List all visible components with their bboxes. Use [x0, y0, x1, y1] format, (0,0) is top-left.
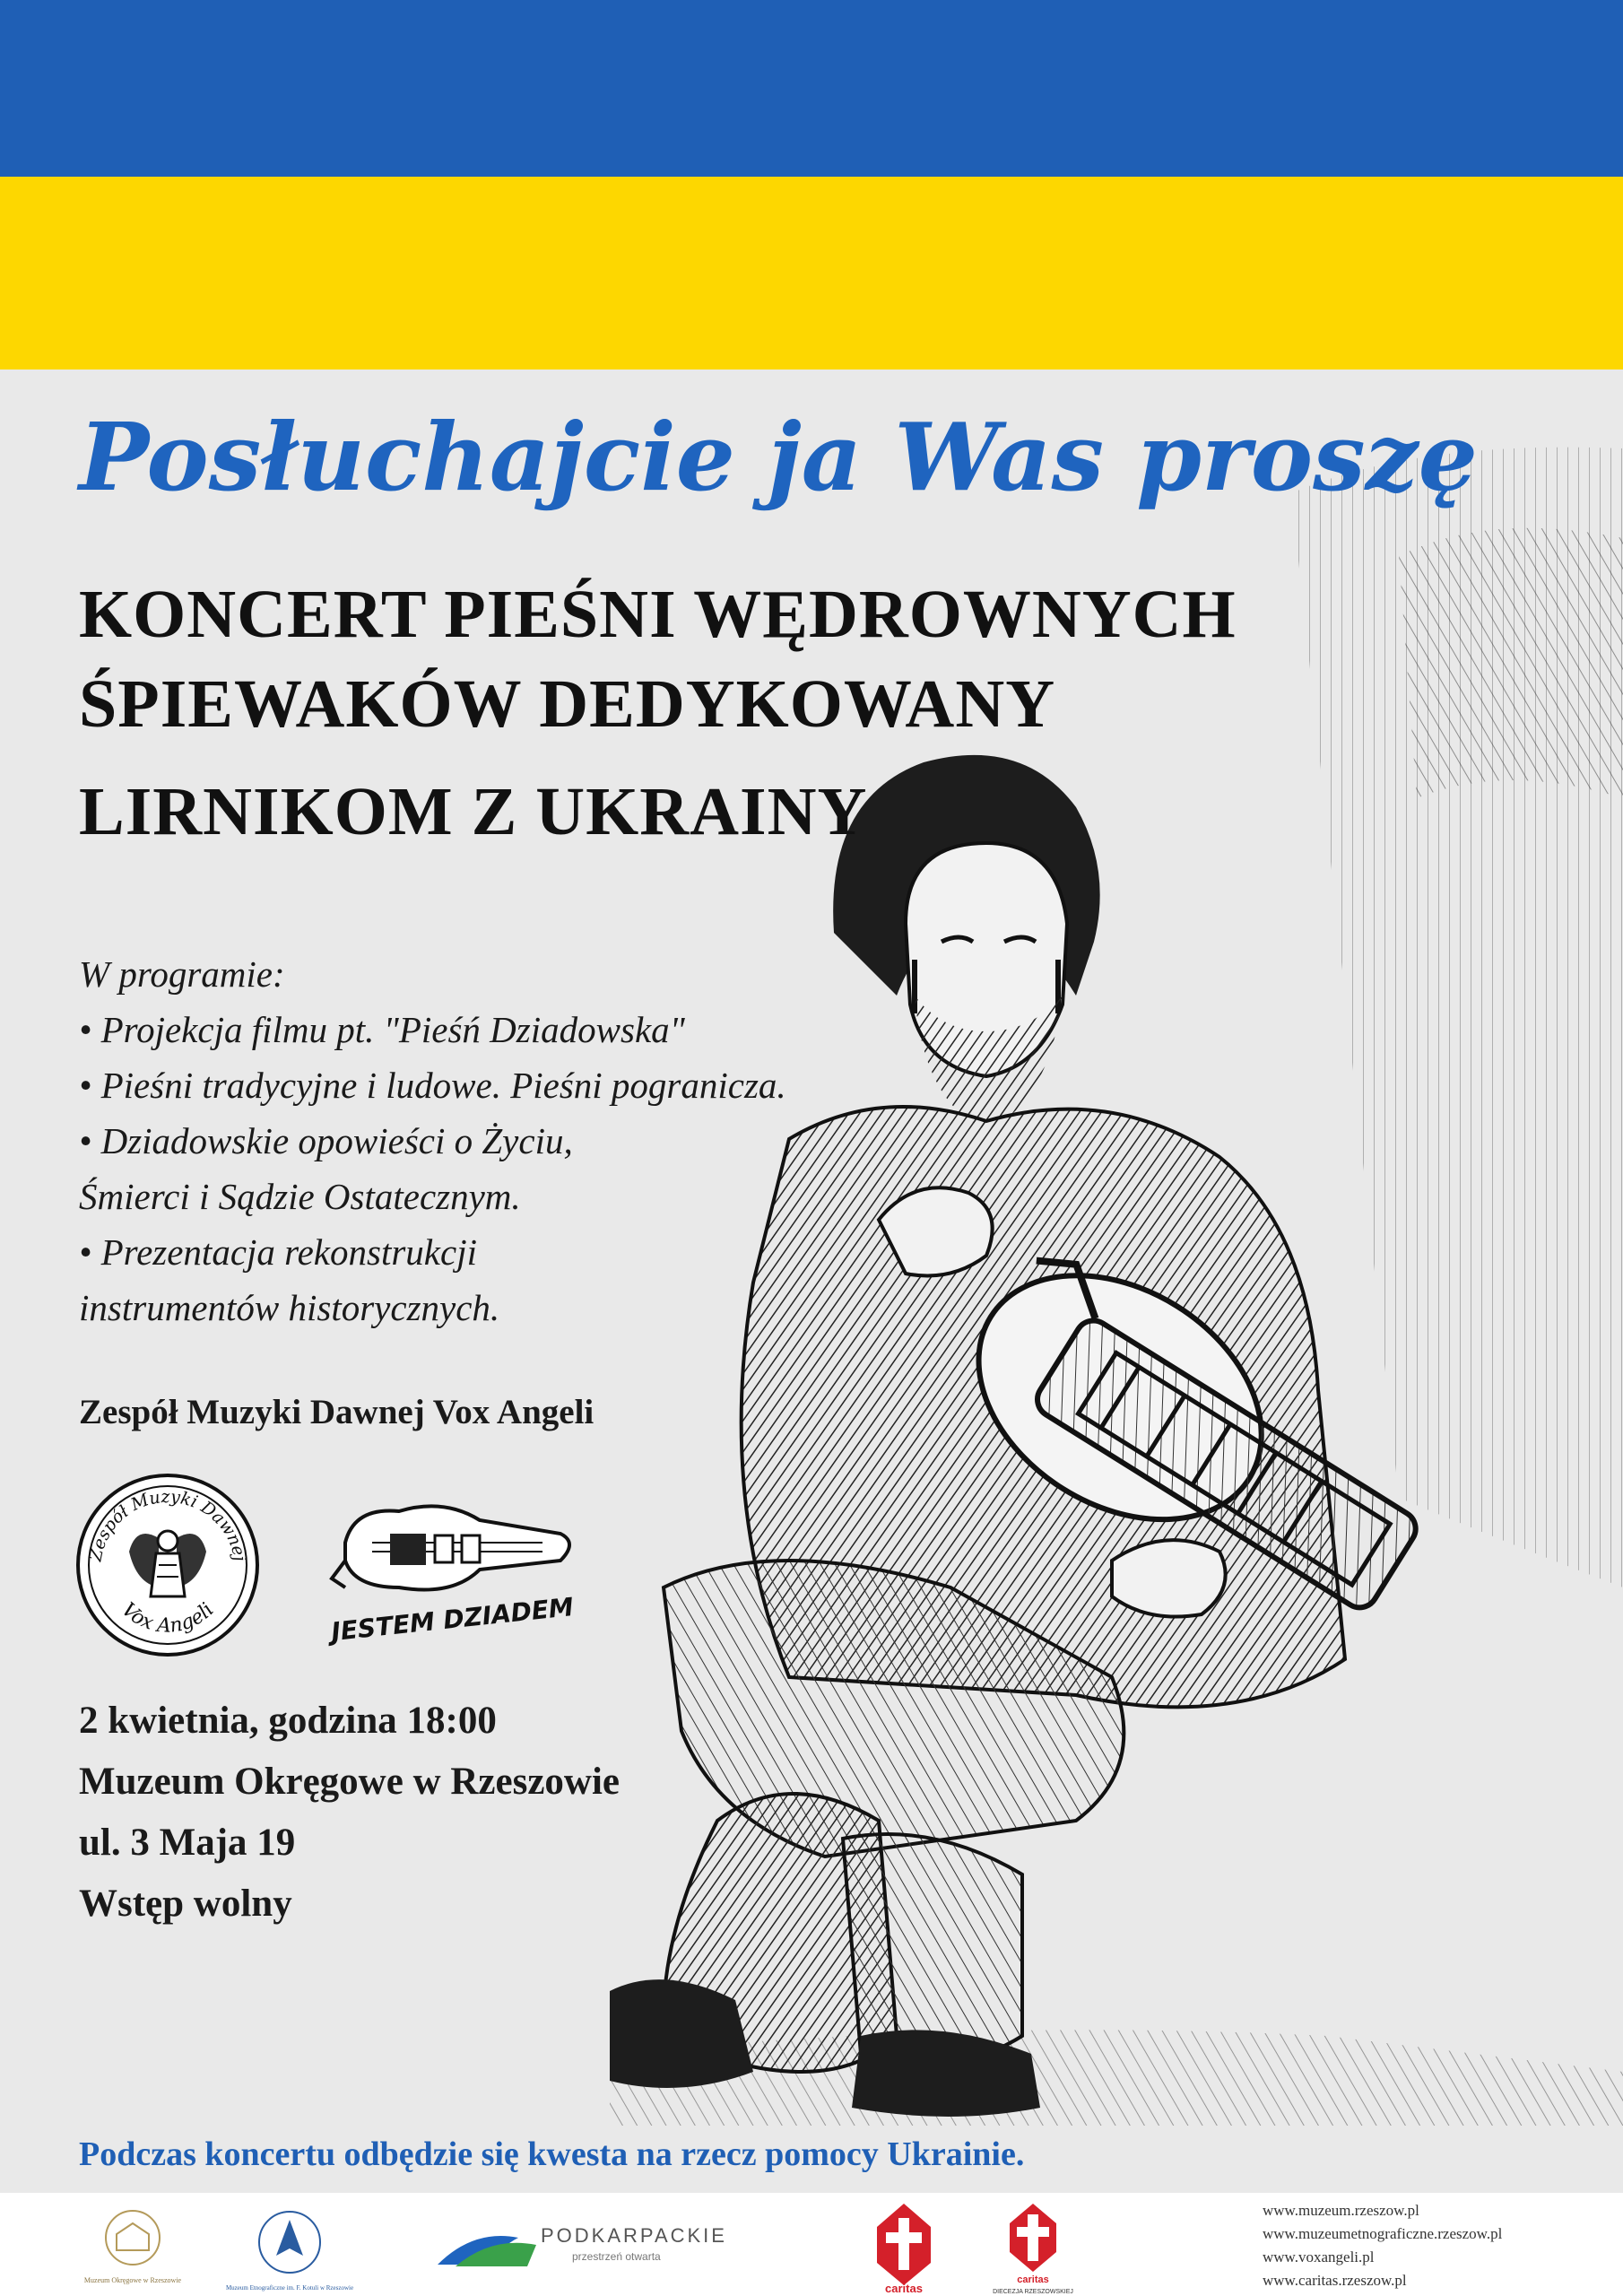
podkarpackie-label: PODKARPACKIE [541, 2224, 727, 2247]
program-item: • Prezentacja rekonstrukcji [79, 1231, 477, 1273]
program-item: • Pieśni tradycyjne i ludowe. Pieśni pogranicza. [79, 1065, 786, 1106]
event-venue: Muzeum Okręgowe w Rzeszowie [79, 1761, 621, 1803]
program-item: • Projekcja filmu pt. "Pieśń Dziadowska" [79, 1009, 685, 1050]
band-name: Zespół Muzyki Dawnej Vox Angeli [79, 1393, 595, 1431]
muzeum-etnograficzne-logo [225, 2202, 354, 2296]
caritas-label: caritas [885, 2282, 923, 2295]
caritas-diecezja-logo [993, 2200, 1073, 2296]
url-link[interactable]: www.voxangeli.pl [1263, 2248, 1375, 2266]
headline-line-3: LIRNIKOM Z UKRAINY [79, 774, 868, 849]
flag-blue-stripe [0, 0, 1623, 177]
event-address: ul. 3 Maja 19 [79, 1822, 296, 1864]
muzeum-okregowe-logo [79, 2204, 187, 2293]
url-link[interactable]: www.caritas.rzeszow.pl [1263, 2272, 1407, 2289]
event-title: Posłuchajcie ja Was proszę [79, 402, 1478, 512]
partner-urls [1263, 2199, 1502, 2292]
program-list [79, 946, 931, 1335]
jestem-dziadem-text: JESTEM DZIADEM [329, 1591, 576, 1648]
podkarpackie-sub: przestrzeń otwarta [572, 2250, 661, 2263]
url-link[interactable]: www.muzeumetnograficzne.rzeszow.pl [1263, 2225, 1503, 2242]
vox-angeli-logo [74, 1471, 262, 1659]
vox-logo-top-text: Zespół Muzyki Dawnej [85, 1486, 250, 1563]
vox-logo-bottom-text: Vox Angeli [117, 1598, 219, 1638]
event-admission: Wstęp wolny [79, 1883, 292, 1925]
event-date-time: 2 kwietnia, godzina 18:00 [79, 1700, 497, 1742]
url-link[interactable]: www.muzeum.rzeszow.pl [1263, 2202, 1419, 2219]
program-item: • Dziadowskie opowieści o Życiu, [79, 1120, 573, 1161]
diecezja-label: DIECEZJA RZESZOWSKIEJ [993, 2289, 1073, 2295]
program-item: Śmierci i Sądzie Ostatecznym. [79, 1176, 521, 1217]
caritas-logo [872, 2200, 936, 2294]
muzeum-okregowe-label: Muzeum Okręgowe w Rzeszowie [83, 2276, 182, 2284]
program-item: instrumentów historycznych. [79, 1287, 500, 1328]
headline-line-2: ŚPIEWAKÓW DEDYKOWANY [79, 666, 1056, 742]
caritas-diecezja-label: caritas [1017, 2274, 1049, 2285]
podkarpackie-logo [438, 2211, 725, 2278]
fundraising-note: Podczas koncertu odbędzie się kwesta na rzecz pomocy Ukrainie. [79, 2135, 1025, 2173]
muzeum-etnograficzne-label: Muzeum Etnograficzne im. F. Kotuli w Rzeszowie [225, 2284, 354, 2292]
jestem-dziadem-logo [318, 1480, 587, 1650]
event-details [79, 1691, 796, 1935]
program-heading: W programie: [79, 953, 285, 995]
headline-line-1: KONCERT PIEŚNI WĘDROWNYCH [79, 577, 1237, 652]
flag-yellow-stripe [0, 177, 1623, 370]
